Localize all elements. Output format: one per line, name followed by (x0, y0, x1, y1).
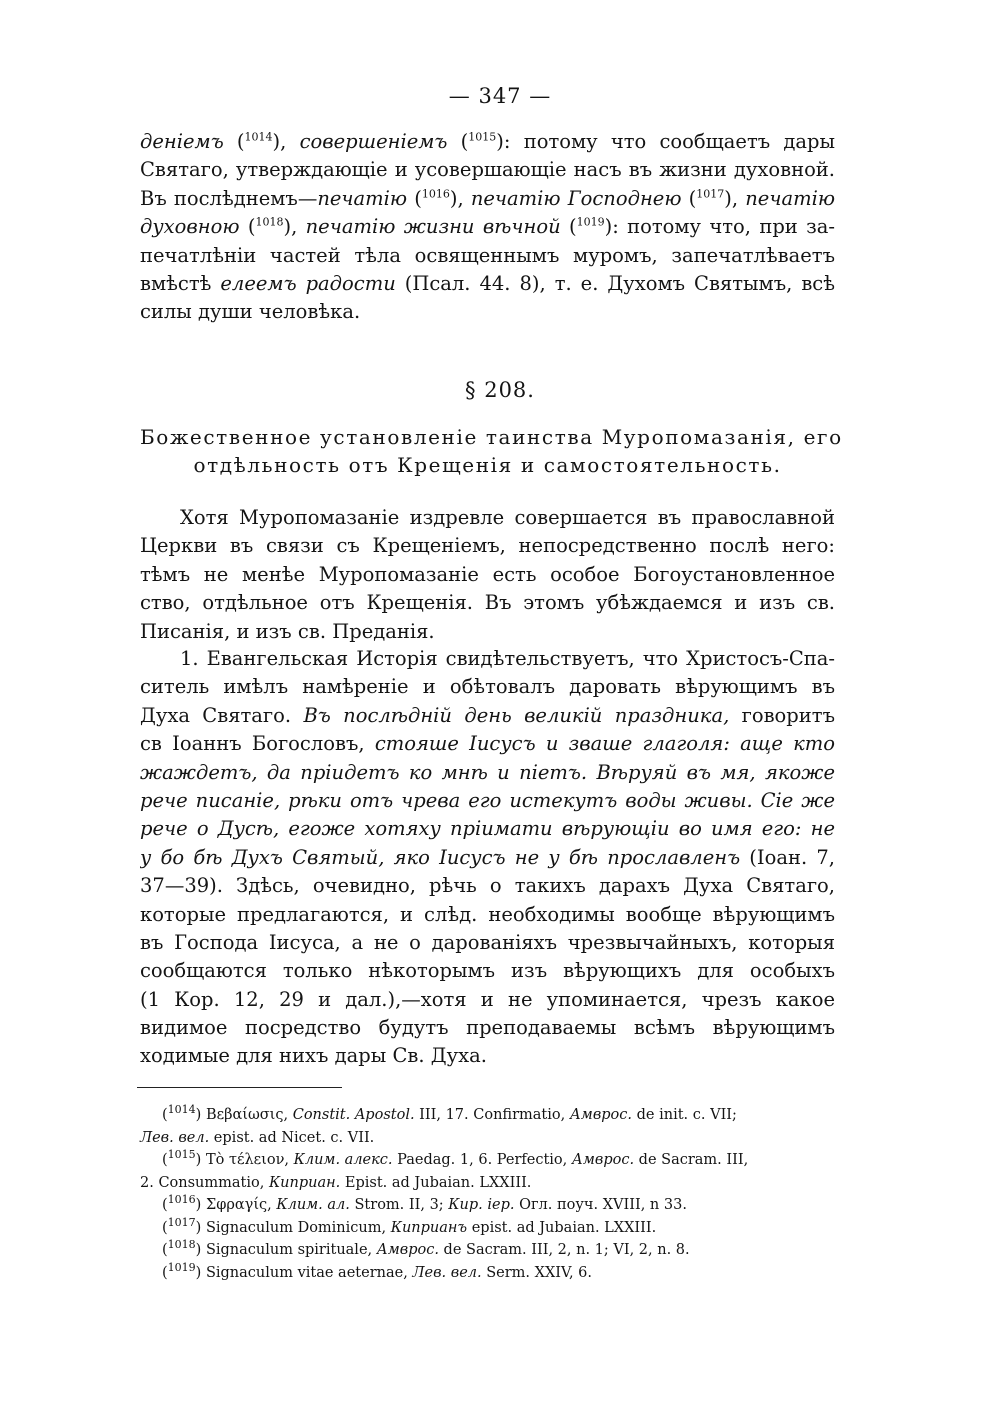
text-run: de init. c. VII; (632, 1107, 737, 1123)
text-line (140, 561, 835, 589)
text-line (140, 156, 835, 184)
text-line (140, 986, 835, 1014)
text-run: (Іоан. 7, (740, 845, 835, 869)
text-line (140, 702, 835, 730)
text-run: Paedag. 1, 6. Perfectio, (392, 1152, 572, 1168)
italic-text: жаждетъ, да пріидетъ ко мнѣ и піетъ. Вѣруяй въ мя, якоже (140, 760, 835, 784)
footnote-line (140, 1194, 835, 1217)
footnote-line (140, 1149, 835, 1172)
text-run: Духа Святаго. (140, 703, 304, 727)
text-run: Въ послѣднемъ— (140, 186, 318, 210)
text-run: ) Τὸ τέλειον, (195, 1152, 294, 1168)
italic-text: Въ послѣдній день великій праздника, (303, 703, 730, 727)
text-run: ) Signaculum spirituale, (195, 1242, 377, 1258)
italic-text: деніемъ (140, 130, 224, 153)
italic-text: Кир. іер. (448, 1197, 515, 1213)
text-run: въ Господа Іисуса, а не о дарованіяхъ чрезвычайныхъ, которыя (140, 930, 835, 954)
italic-text: рече о Дусѣ, егоже хотяху пріимати вѣрующіи во имя его: не (140, 817, 835, 841)
text-line (140, 589, 835, 617)
text-line (140, 298, 835, 326)
text-run: ): потому что сообщаетъ дары (496, 130, 835, 153)
text-run: Святаго, утверждающіе и усовершающіе насъ въ жизни духовной. (140, 158, 835, 182)
text-line (140, 645, 835, 673)
italic-text: Лев. вел. (140, 1129, 210, 1146)
footnote-reference: 1017 (167, 1215, 196, 1229)
italic-text: стояше Іисусъ и зваше глаголя: аще кто (374, 732, 835, 756)
text-run: ( (560, 215, 577, 239)
text-run: (1 Кор. 12, 29 и дал.),—хотя и не упоминается, чрезъ какое (140, 987, 835, 1011)
section-title (140, 423, 843, 479)
text-line (140, 185, 835, 213)
text-run: ), (283, 215, 306, 239)
text-run: 37—39). Здѣсь, очевидно, рѣчь о такихъ дарахъ Духа Святаго, (140, 874, 835, 898)
text-line (140, 1014, 835, 1042)
text-line (140, 532, 835, 560)
italic-text: Амврос. (571, 1152, 635, 1168)
footnote-reference: 1015 (468, 130, 497, 144)
italic-text: печатію Господнею (470, 186, 682, 210)
text-run: ( (681, 186, 697, 210)
text-run: Strom. II, 3; (349, 1197, 449, 1213)
text-line (140, 730, 835, 758)
italic-text: рече писаніе, рѣки отъ чрева его истекутъ воды живы. Сіе же (140, 788, 835, 812)
text-run: ) Σφραγίς, (195, 1197, 277, 1213)
text-run: de Sacram. III, 2, n. 1; VI, 2, n. 8. (438, 1242, 690, 1258)
text-run: (Псал. 44. 8), т. е. Духомъ Святымъ, всѣ (395, 271, 835, 295)
text-run: ходимые для нихъ дары Св. Духа. (140, 1044, 487, 1068)
footnote-line (140, 1172, 835, 1195)
text-run: ( (407, 186, 422, 210)
footnote-reference: 1014 (167, 1103, 196, 1117)
text-run: 1. Евангельская Исторія свидѣтельствуетъ, что Христосъ-Спа- (180, 647, 835, 670)
text-line (140, 872, 835, 900)
footnote-reference: 1016 (421, 187, 450, 201)
text-run: ) Βεβαίωσις, (195, 1107, 293, 1123)
footnote-line (140, 1104, 835, 1127)
text-run: Хотя Муропомазаніе издревле совершается въ православной (180, 506, 835, 529)
italic-text: печатію (317, 186, 408, 210)
text-run: Serm. XXIV, 6. (481, 1264, 593, 1281)
footnote-reference: 1018 (167, 1238, 196, 1252)
text-run: сообщаются только нѣкоторымъ изъ вѣрующихъ для особыхъ (140, 959, 835, 983)
footnote-reference: 1016 (167, 1193, 196, 1207)
text-line (140, 901, 835, 929)
text-run: ), (272, 130, 300, 153)
text-line (140, 618, 835, 646)
text-run: ство, отдѣльное отъ Крещенія. Въ этомъ убѣждаемся и изъ св. (140, 591, 835, 615)
text-run: ) Signaculum vitae aeternae, (195, 1264, 413, 1281)
footnote-reference: 1019 (576, 215, 605, 229)
text-run: ( (162, 1219, 168, 1236)
text-run: ( (162, 1152, 168, 1168)
text-run: ( (162, 1107, 168, 1123)
text-run: de Sacram. III, (634, 1152, 749, 1168)
text-run: ( (223, 130, 245, 153)
footnote-line (140, 1239, 835, 1262)
footnote-reference: 1014 (244, 130, 273, 144)
italic-text: елеемъ радости (220, 271, 396, 295)
paragraph-1 (140, 504, 835, 646)
text-line (140, 242, 835, 270)
text-run: ) Signaculum Dominicum, (195, 1219, 391, 1236)
text-line (140, 504, 835, 532)
text-run: ( (447, 130, 469, 153)
text-run: Писанія, и изъ св. Преданія. (140, 619, 435, 643)
footnote-line (140, 1127, 835, 1150)
text-line (140, 844, 835, 872)
italic-text: печатію (745, 186, 835, 210)
text-run: вмѣстѣ (140, 271, 221, 295)
page-number: — 347 — (448, 84, 552, 108)
text-line (140, 1042, 835, 1070)
text-run: Огл. поуч. XVIII, n 33. (514, 1197, 687, 1213)
italic-text: Амврос. (569, 1107, 633, 1123)
text-line (140, 673, 835, 701)
text-run: ( (162, 1197, 168, 1213)
footnote-reference: 1015 (167, 1148, 196, 1162)
text-line (140, 128, 835, 156)
text-run: ( (239, 215, 256, 239)
text-run: ), (724, 186, 746, 210)
text-run: св Іоаннъ Богословъ, (140, 732, 375, 756)
footnote-reference: 1019 (167, 1260, 196, 1274)
text-run: говоритъ (729, 703, 835, 727)
text-line (140, 787, 835, 815)
text-line (140, 815, 835, 843)
section-number: § 208. (465, 378, 535, 402)
italic-text: Киприан. (268, 1174, 341, 1191)
text-run: III, 17. Confirmatio, (414, 1107, 570, 1123)
text-run: ситель имѣлъ намѣреніе и обѣтовалъ даровать вѣрующимъ въ (140, 675, 835, 699)
text-run: ): потому что, при за- (604, 215, 835, 239)
text-run: ( (162, 1242, 168, 1258)
footnote-divider (137, 1087, 342, 1088)
text-run: ( (162, 1264, 168, 1281)
italic-text: Constit. Apostol. (292, 1107, 415, 1123)
text-line (140, 270, 835, 298)
text-line (140, 759, 835, 787)
footnote-reference: 1018 (255, 215, 284, 229)
italic-text: Клим. ал. (276, 1197, 350, 1213)
footnotes (140, 1104, 835, 1284)
text-line (140, 929, 835, 957)
italic-text: Амврос. (376, 1242, 439, 1258)
text-line (140, 957, 835, 985)
text-run: которые предлагаются, и слѣд. необходимы вообще вѣрующимъ (140, 902, 835, 926)
section-title-line: Божественное установленіе таинства Муропомазанія, его (140, 425, 843, 449)
italic-text: Киприанъ (390, 1219, 468, 1236)
italic-text: печатію жизни вѣчной (305, 215, 561, 239)
italic-text: у бо бѣ Духъ Святый, яко Іисусъ не у бѣ прославленъ (140, 845, 741, 869)
text-run: epist. ad Nicet. c. VII. (209, 1129, 375, 1146)
italic-text: Лев. вел. (412, 1264, 482, 1281)
paragraph-2 (140, 645, 835, 1071)
text-run: силы души человѣка. (140, 300, 361, 324)
italic-text: духовною (140, 215, 240, 239)
text-run: видимое посредство будутъ преподаваемы всѣмъ вѣрующимъ (140, 1016, 835, 1040)
text-run: 2. Consummatio, (140, 1174, 269, 1191)
text-run: тѣмъ не менѣе Муропомазаніе есть особое Богоустановленное (140, 562, 835, 586)
text-line (140, 213, 835, 241)
italic-text: Клим. алекс. (293, 1152, 393, 1168)
footnote-reference: 1017 (696, 187, 725, 201)
text-run: epist. ad Jubaian. LXXIII. (467, 1219, 657, 1236)
section-title-line: отдѣльность отъ Крещенія и самостоятельность. (193, 453, 782, 477)
intro-paragraph (140, 128, 835, 327)
text-run: печатлѣніи частей тѣла освященнымъ муромъ, запечатлѣваетъ (140, 243, 835, 267)
text-run: Церкви въ связи съ Крещеніемъ, непосредственно послѣ него: (140, 534, 835, 558)
text-run: Epist. ad Jubaian. LXXIII. (340, 1174, 532, 1191)
footnote-line (140, 1262, 835, 1285)
text-run: ), (449, 186, 471, 210)
footnote-line (140, 1217, 835, 1240)
italic-text: совершеніемъ (299, 130, 448, 153)
